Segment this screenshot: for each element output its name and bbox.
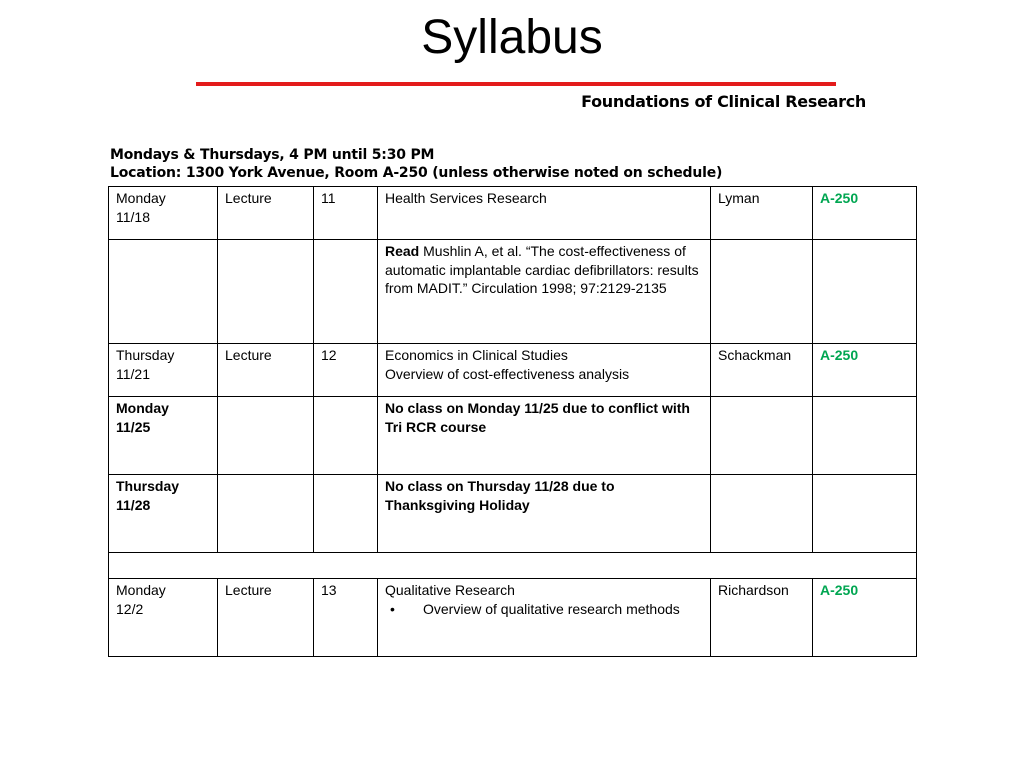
date-cell xyxy=(109,475,218,553)
instructor-cell xyxy=(711,475,813,553)
table-row xyxy=(109,475,917,553)
session-type-cell: Lecture xyxy=(218,579,314,657)
table-row xyxy=(109,579,917,657)
topic-title: Qualitative Research xyxy=(385,582,515,598)
table-row xyxy=(109,240,917,344)
date-cell xyxy=(109,397,218,475)
session-type-cell: Lecture xyxy=(218,344,314,397)
day-label: Monday xyxy=(116,190,166,206)
date-label: 11/25 xyxy=(116,418,151,435)
instructor-cell xyxy=(711,397,813,475)
topic-cell xyxy=(378,344,711,397)
room-cell: A-250 xyxy=(813,579,917,657)
date-cell xyxy=(109,579,218,657)
topic-cell: Health Services Research xyxy=(378,187,711,240)
session-type-cell: Lecture xyxy=(218,187,314,240)
date-cell xyxy=(109,187,218,240)
room-cell xyxy=(813,397,917,475)
reading-citation: Mushlin A, et al. “The cost-effectiveness of automatic implantable cardiac defibrillators: results from MADIT.” Circulation 1998; 97:2129-2135 xyxy=(385,243,699,296)
instructor-cell xyxy=(711,240,813,344)
session-number-cell: 13 xyxy=(314,579,378,657)
no-class-note: No class on Thursday 11/28 due to Thanksgiving Holiday xyxy=(378,475,711,553)
session-number-cell xyxy=(314,475,378,553)
topic-title: Economics in Clinical Studies xyxy=(385,347,568,363)
date-cell xyxy=(109,344,218,397)
course-name: Foundations of Clinical Research xyxy=(581,92,866,111)
date-label: 12/2 xyxy=(116,600,144,617)
topic-bullets xyxy=(385,600,703,619)
date-label: 11/18 xyxy=(116,208,150,225)
day-label: Thursday xyxy=(116,347,175,363)
room-cell xyxy=(813,475,917,553)
meeting-location: Location: 1300 York Avenue, Room A-250 (unless otherwise noted on schedule) xyxy=(110,165,723,181)
syllabus-table xyxy=(108,186,917,657)
table-row xyxy=(109,397,917,475)
bullet-item: • Overview of qualitative research methods xyxy=(423,600,703,619)
session-type-cell xyxy=(218,240,314,344)
date-label: 11/28 xyxy=(116,496,151,513)
room-cell: A-250 xyxy=(813,187,917,240)
meeting-days-time: Mondays & Thursdays, 4 PM until 5:30 PM xyxy=(110,147,435,163)
date-cell xyxy=(109,240,218,344)
room-cell xyxy=(813,240,917,344)
topic-subtitle: Overview of cost-effectiveness analysis xyxy=(385,365,630,382)
date-label: 11/21 xyxy=(116,365,150,382)
session-number-cell xyxy=(314,240,378,344)
day-label: Thursday xyxy=(116,478,180,494)
instructor-cell: Lyman xyxy=(711,187,813,240)
day-label: Monday xyxy=(116,582,166,598)
spacer-cell xyxy=(109,553,917,579)
room-cell: A-250 xyxy=(813,344,917,397)
reading-cell xyxy=(378,240,711,344)
topic-cell xyxy=(378,579,711,657)
schedule-info xyxy=(110,146,722,182)
session-number-cell xyxy=(314,397,378,475)
instructor-cell: Schackman xyxy=(711,344,813,397)
slide-title: Syllabus xyxy=(421,11,603,64)
table-row xyxy=(109,344,917,397)
session-type-cell xyxy=(218,397,314,475)
instructor-cell: Richardson xyxy=(711,579,813,657)
title-underline xyxy=(196,82,836,86)
session-type-cell xyxy=(218,475,314,553)
day-label: Monday xyxy=(116,400,169,416)
session-number-cell: 11 xyxy=(314,187,378,240)
no-class-note: No class on Monday 11/25 due to conflict with Tri RCR course xyxy=(378,397,711,475)
table-row xyxy=(109,187,917,240)
reading-label: Read xyxy=(385,243,420,259)
table-row-spacer xyxy=(109,553,917,579)
session-number-cell: 12 xyxy=(314,344,378,397)
